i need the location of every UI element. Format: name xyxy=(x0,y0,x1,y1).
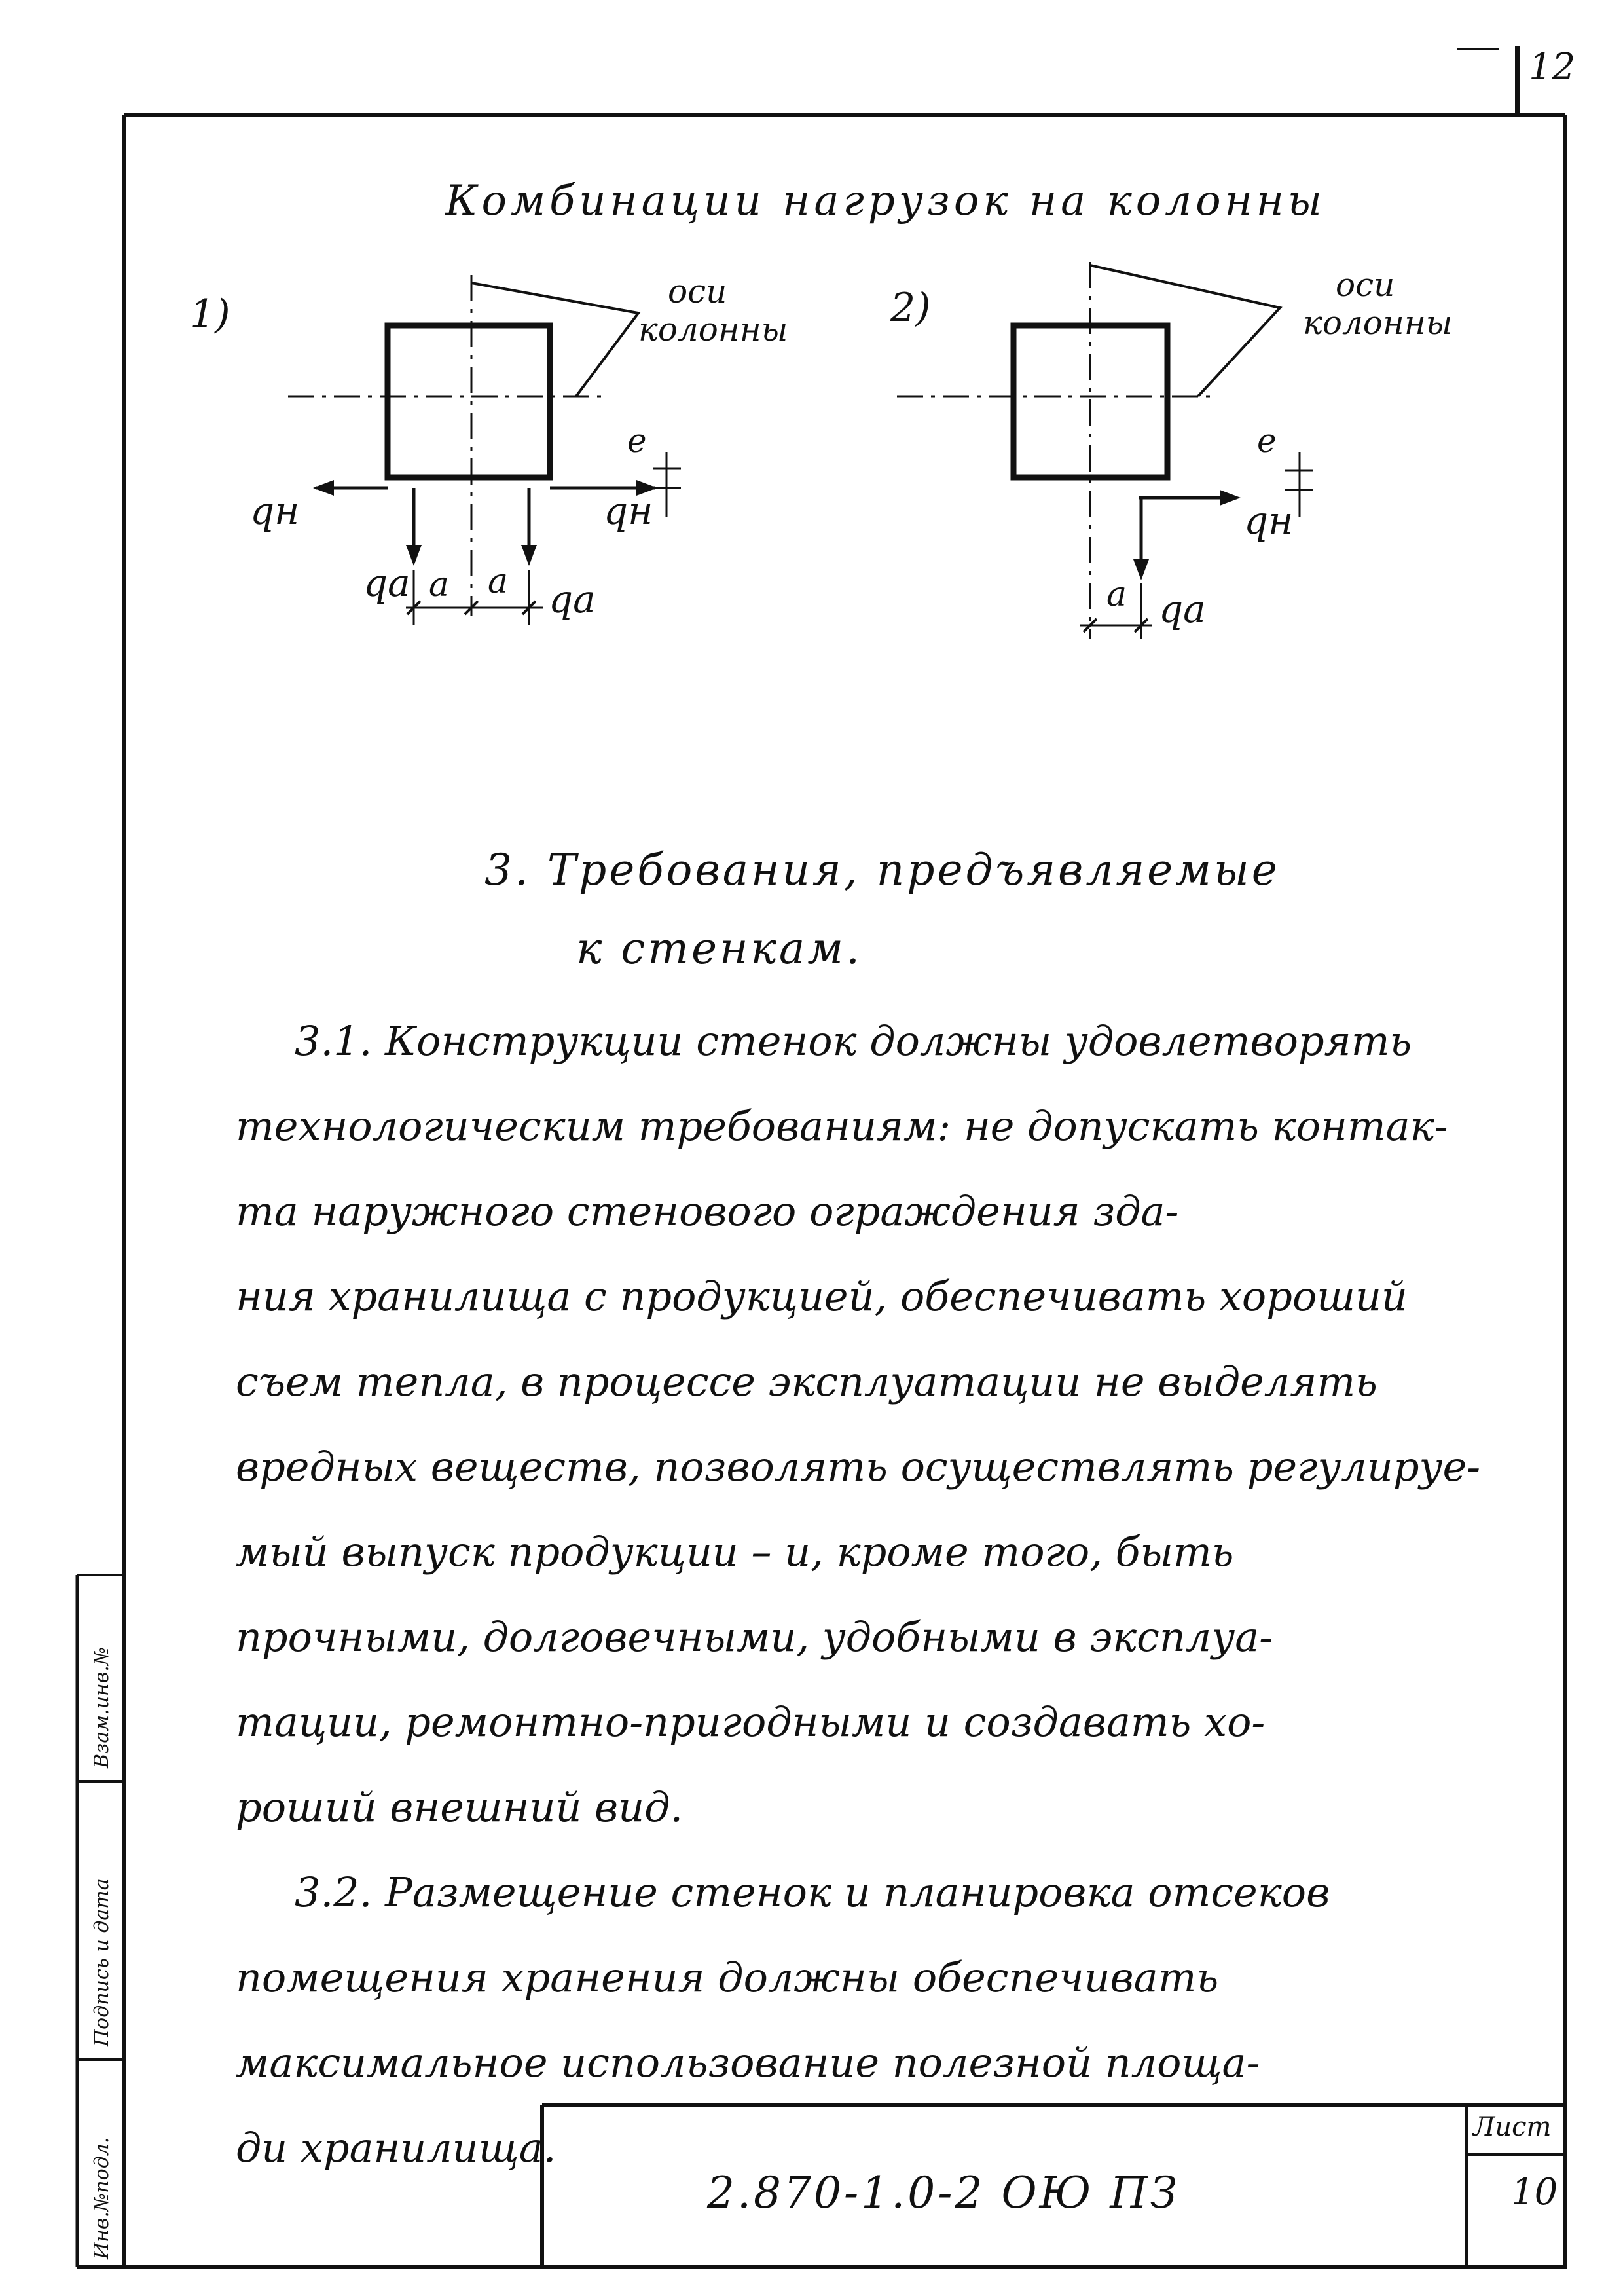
axes-leader-2 xyxy=(1090,265,1280,396)
diagram-1-number: 1) xyxy=(190,291,230,337)
body-line: роший внешний вид. xyxy=(236,1783,684,1831)
diagram-2-ecc: e xyxy=(1257,422,1277,460)
corner-mark: 12 xyxy=(1529,46,1576,88)
diagram-2-load-a: qa xyxy=(1159,587,1206,631)
diagram-1-axes-label-line1: оси xyxy=(668,272,727,310)
body-line: 3.2. Размещение стенок и планировка отсеков xyxy=(295,1868,1330,1916)
diagram-2-dim-a: a xyxy=(1106,575,1127,614)
diagram-1-ecc: e xyxy=(627,422,647,460)
column-section-1 xyxy=(388,325,550,477)
body-line: ди хранилища. xyxy=(236,2124,556,2172)
section-heading-continuation: к стенкам. xyxy=(576,923,862,974)
diagram-1-load-a-right: qa xyxy=(549,577,596,621)
diagram-2-load-h: qн xyxy=(1244,498,1294,543)
body-line: мый выпуск продукции – и, кроме того, быть xyxy=(236,1528,1234,1576)
body-line: тации, ремонтно-пригодными и создавать хо- xyxy=(236,1698,1266,1746)
document-code: 2.870-1.0-2 ОЮ ПЗ xyxy=(707,2168,1180,2218)
body-line: технологическим требованиям: не допускать контак- xyxy=(236,1102,1448,1150)
diagram-1 xyxy=(288,275,681,625)
diagram-1-load-a-left: qa xyxy=(363,561,410,605)
diagram-2-number: 2) xyxy=(890,285,931,331)
diagram-2-axes-label-line2: колонны xyxy=(1303,304,1453,342)
diagram-2 xyxy=(897,262,1313,639)
stamp-inv-no: Инв.№подл. xyxy=(90,2137,113,2259)
load-h-left-arrowhead-1 xyxy=(313,480,334,496)
diagram-1-dim-a-right: a xyxy=(488,562,509,601)
diagram-2-axes-label-line1: оси xyxy=(1336,266,1395,304)
stamp-sign-date: Подпись и дата xyxy=(90,1878,113,2046)
diagram-1-load-h-right: qн xyxy=(604,489,653,533)
body-line: вредных веществ, позволять осуществлять регулируе- xyxy=(236,1443,1481,1491)
sheet-label: Лист xyxy=(1473,2112,1552,2142)
section-heading: 3. Требования, предъявляемые xyxy=(484,845,1280,895)
load-a-arrowhead-2 xyxy=(1133,559,1149,580)
diagram-1-axes-label-line2: колонны xyxy=(638,310,788,348)
load-a-right-arrowhead-1 xyxy=(521,545,537,566)
diagram-1-load-h-left: qн xyxy=(250,489,300,533)
sheet-number: 10 xyxy=(1511,2171,1558,2213)
body-line: помещения хранения должны обеспечивать xyxy=(236,1953,1219,2001)
body-line: ния хранилища с продукцией, обеспечивать хороший xyxy=(236,1272,1408,1320)
body-line: прочными, долговечными, удобными в эксплуа- xyxy=(236,1613,1273,1661)
body-line: та наружного стенового ограждения зда- xyxy=(236,1187,1179,1235)
diagram-1-dim-a-left: a xyxy=(429,565,450,604)
page-title: Комбинации нагрузок на колонны xyxy=(445,177,1326,225)
body-text xyxy=(236,999,1519,2191)
load-h-arrowhead-2 xyxy=(1220,490,1241,506)
body-line: 3.1. Конструкции стенок должны удовлетворять xyxy=(295,1017,1412,1065)
stamp-replace-inv: Взам.инв.№ xyxy=(90,1646,113,1768)
body-line: максимальное использование полезной площа- xyxy=(236,2039,1260,2086)
body-line: съем тепла, в процессе эксплуатации не выделять xyxy=(236,1358,1377,1405)
axes-leader-1 xyxy=(471,283,638,396)
